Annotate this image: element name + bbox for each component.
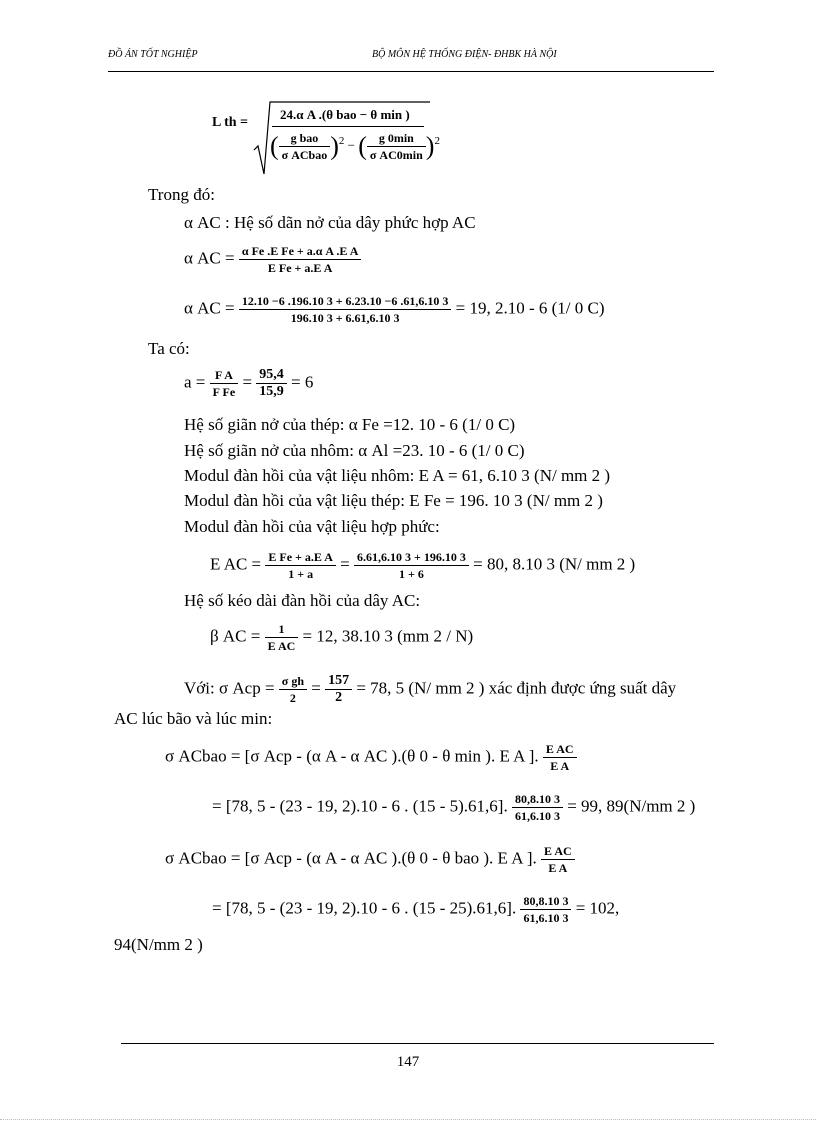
sigma-bao-formula-1: σ ACbao = [σ Acp - (α A - α AC ).(θ 0 - θ min ). E A ]. $\frac{\text{E AC}}{\text{E A}}$	[165, 742, 577, 773]
ac-text: AC lúc bão và lúc min:	[114, 709, 273, 728]
alpha-formula: α AC = $\frac{\text{α Fe .E Fe + a.α A .E A}}{\text{E Fe + a.E A}}$	[184, 244, 361, 275]
lth-denominator: ( $\frac{\text{g bao}}{\text{σ ACbao}}$ )$^2$ − ( $\frac{g 0\min}{\text{σ AC0min}}$ )$^2$	[270, 130, 440, 162]
lth-fraction-bar	[272, 126, 424, 127]
sigma-acp-formula: Với: σ Acp = $\frac{\text{σ gh}}{2}$ = $\frac{157}{2}$ = 78, 5 (N/ mm 2 ) xác định được ứng suất dây	[184, 673, 677, 705]
steel-expansion: Hệ số giãn nở của thép: α Fe =12. 10 - 6 (1/ 0 C)	[184, 415, 516, 434]
header-right: BỘ MÔN HỆ THỐNG ĐIỆN- ĐHBK HÀ NỘI	[372, 49, 557, 60]
aluminium-modulus: Modul đàn hồi của vật liệu nhôm: E A = 61, 6.10 3 (N/ mm 2 )	[184, 466, 611, 485]
sigma-bao-value-2-tail: 94(N/mm 2 )	[114, 935, 203, 954]
footer-rule	[121, 1043, 714, 1044]
steel-modulus: Modul đàn hồi của vật liệu thép: E Fe = 196. 10 3 (N/ mm 2 )	[184, 491, 603, 510]
header-left: ĐỒ ÁN TỐT NGHIỆP	[108, 49, 198, 60]
page-number: 147	[396, 1054, 420, 1070]
ta-co: Ta có:	[148, 339, 190, 358]
page-edge	[0, 1119, 816, 1120]
alpha-definition: α AC : Hệ số dãn nở của dây phức hợp AC	[184, 213, 476, 232]
beta-formula: β AC = $\frac{1}{\text{E AC}}$ = 12, 38.10 3 (mm 2 / N)	[210, 622, 474, 653]
elastic-elongation-label: Hệ số kéo dài đàn hồi của dây AC:	[184, 591, 421, 610]
sigma-bao-value-2: = [78, 5 - (23 - 19, 2).10 - 6 . (15 - 25).61,6]. $\frac{80,8.10 3}{61,6.10 3}$ = 102,	[212, 894, 620, 925]
trong-do: Trong đó:	[148, 185, 215, 204]
sigma-bao-formula-2: σ ACbao = [σ Acp - (α A - α AC ).(θ 0 - θ bao ). E A ]. $\frac{\text{E AC}}{\text{E A}}$	[165, 844, 575, 875]
composite-modulus-label: Modul đàn hồi của vật liệu hợp phức:	[184, 517, 440, 536]
a-ratio: a = $\frac{\text{F A}}{\text{F Fe}}$ = $\frac{95,4}{15,9}$ = 6	[184, 367, 314, 399]
alpha-value: α AC = $\frac{12.10 -6 .196.10 3 + 6.23.10 -6 .61,6.10 3}{196.10 3 + 6.61,6.10 3}$ = 19, 2.10 - 6 (1/ 0 C)	[184, 294, 605, 325]
lth-numerator: 24.α A .(θ bao − θ min )	[280, 107, 410, 122]
aluminium-expansion: Hệ số giãn nở của nhôm: α Al =23. 10 - 6 (1/ 0 C)	[184, 441, 525, 460]
lth-lhs: L th =	[212, 115, 248, 130]
sigma-bao-value-1: = [78, 5 - (23 - 19, 2).10 - 6 . (15 - 5).61,6]. $\frac{80,8.10 3}{61,6.10 3}$ = 99, 89(N/mm 2 )	[212, 792, 696, 823]
header-rule	[108, 71, 714, 72]
eac-formula: E AC = $\frac{\text{E Fe + a.E A}}{1 + a}$ = $\frac{6.61,6.10 3 + 196.10 3}{1 + 6}$ = 80, 8.10 3 (N/ mm 2 )	[210, 550, 636, 581]
